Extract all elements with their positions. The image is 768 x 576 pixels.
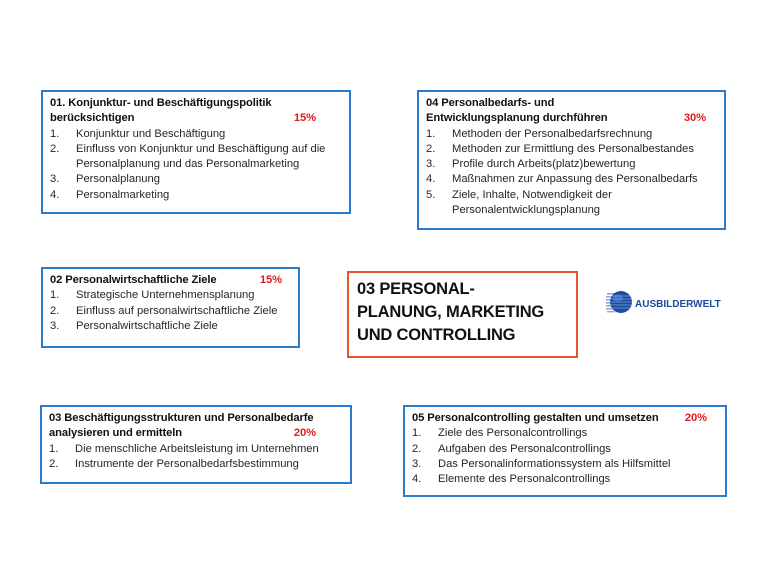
item-number: 3. bbox=[426, 158, 436, 171]
item-number: 2. bbox=[49, 457, 59, 470]
list-item bbox=[49, 457, 344, 472]
item-text: Das Personalinformationssystem als Hilfsmittel bbox=[438, 457, 671, 470]
item-number: 3. bbox=[50, 173, 60, 186]
weight-percentage: 20% bbox=[293, 427, 316, 440]
item-number: 5. bbox=[426, 188, 436, 201]
topic-title-line: 01. Konjunktur- und Beschäftigungspolitik bbox=[50, 97, 272, 109]
item-text: Konjunktur und Beschäftigung bbox=[76, 127, 226, 140]
list-item bbox=[50, 288, 292, 303]
list-item bbox=[50, 304, 292, 319]
list-item bbox=[426, 142, 718, 157]
topic-list bbox=[50, 288, 292, 334]
list-item bbox=[50, 319, 292, 334]
list-item bbox=[412, 426, 719, 441]
module-title-line: PLANUNG, MARKETING bbox=[357, 303, 545, 321]
weight-percentage: 30% bbox=[683, 112, 706, 125]
globe-stripes-icon bbox=[606, 290, 632, 319]
item-text: Elemente des Personalcontrollings bbox=[438, 473, 611, 486]
item-number: 3. bbox=[50, 319, 60, 332]
list-item bbox=[50, 188, 343, 203]
list-item bbox=[50, 172, 343, 187]
topic-title-line: Entwicklungsplanung durchführen bbox=[426, 112, 608, 125]
item-text: Instrumente der Personalbedarfsbestimmung bbox=[75, 457, 299, 470]
topic-title-line: 03 Beschäftigungsstrukturen und Personalbedarfe bbox=[49, 412, 314, 424]
item-text: Personalplanung bbox=[76, 173, 160, 186]
topic-list bbox=[426, 127, 718, 219]
topic-title bbox=[49, 411, 344, 442]
topic-title-line: analysieren und ermitteln bbox=[49, 427, 183, 440]
topic-title-line: berücksichtigen bbox=[50, 112, 135, 125]
list-item bbox=[412, 457, 719, 472]
topic-title-line: 02 Personalwirtschaftliche Ziele bbox=[50, 274, 217, 286]
item-number: 3. bbox=[412, 457, 422, 470]
topic-box-05 bbox=[403, 405, 727, 497]
logo-text: AUSBILDERWELT bbox=[635, 299, 721, 310]
item-number: 1. bbox=[50, 127, 60, 140]
list-item bbox=[426, 157, 718, 172]
item-number: 4. bbox=[50, 188, 60, 201]
topic-box-01 bbox=[41, 90, 351, 214]
item-number: 1. bbox=[49, 442, 59, 455]
item-text: Methoden der Personalbedarfsrechnung bbox=[452, 127, 653, 140]
item-number: 2. bbox=[50, 142, 60, 155]
item-number: 4. bbox=[412, 473, 422, 486]
topic-box-04 bbox=[417, 90, 726, 230]
topic-list bbox=[412, 426, 719, 487]
item-number: 1. bbox=[50, 289, 60, 302]
item-text: Ziele des Personalcontrollings bbox=[438, 427, 588, 440]
list-item bbox=[412, 442, 719, 457]
item-text: Aufgaben des Personalcontrollings bbox=[438, 442, 611, 455]
topic-list bbox=[50, 127, 343, 203]
topic-box-03 bbox=[40, 405, 352, 484]
item-text: Einfluss von Konjunktur und Beschäftigung auf die Personalplanung und das Personalmarketing bbox=[76, 142, 326, 171]
item-text: Personalmarketing bbox=[76, 188, 170, 201]
item-number: 2. bbox=[426, 142, 436, 155]
list-item bbox=[49, 442, 344, 457]
module-title-line: UND CONTROLLING bbox=[357, 326, 516, 344]
item-number: 1. bbox=[426, 127, 436, 140]
list-item bbox=[50, 142, 343, 173]
item-text: Personalwirtschaftliche Ziele bbox=[76, 319, 218, 332]
list-item bbox=[412, 472, 719, 487]
topic-title-line: 04 Personalbedarfs- und bbox=[426, 97, 555, 109]
item-number: 2. bbox=[50, 304, 60, 317]
item-text: Ziele, Inhalte, Notwendigkeit der Personalentwicklungsplanung bbox=[452, 188, 612, 217]
topic-title bbox=[412, 411, 719, 426]
topic-list bbox=[49, 442, 344, 473]
topic-box-02 bbox=[41, 267, 300, 348]
item-number: 1. bbox=[412, 427, 422, 440]
ausbilderwelt-logo bbox=[606, 290, 721, 319]
topic-title-line: 05 Personalcontrolling gestalten und umsetzen bbox=[412, 412, 659, 424]
item-text: Methoden zur Ermittlung des Personalbestandes bbox=[452, 142, 694, 155]
item-text: Einfluss auf personalwirtschaftliche Ziele bbox=[76, 304, 278, 317]
item-text: Profile durch Arbeits(platz)bewertung bbox=[452, 158, 636, 171]
weight-percentage: 15% bbox=[259, 274, 282, 286]
item-text: Strategische Unternehmensplanung bbox=[76, 289, 255, 302]
topic-title bbox=[50, 273, 292, 288]
list-item bbox=[426, 188, 718, 219]
list-item bbox=[426, 172, 718, 187]
item-number: 2. bbox=[412, 442, 422, 455]
weight-percentage: 15% bbox=[293, 112, 316, 125]
item-text: Maßnahmen zur Anpassung des Personalbedarfs bbox=[452, 173, 698, 186]
topic-title bbox=[426, 96, 718, 127]
weight-percentage: 20% bbox=[684, 412, 707, 424]
topic-title bbox=[50, 96, 343, 127]
list-item bbox=[50, 127, 343, 142]
list-item bbox=[426, 127, 718, 142]
item-text: Die menschliche Arbeitsleistung im Unternehmen bbox=[75, 442, 319, 455]
module-title-box bbox=[347, 271, 578, 358]
module-title-line: 03 PERSONAL- bbox=[357, 280, 475, 298]
item-number: 4. bbox=[426, 173, 436, 186]
